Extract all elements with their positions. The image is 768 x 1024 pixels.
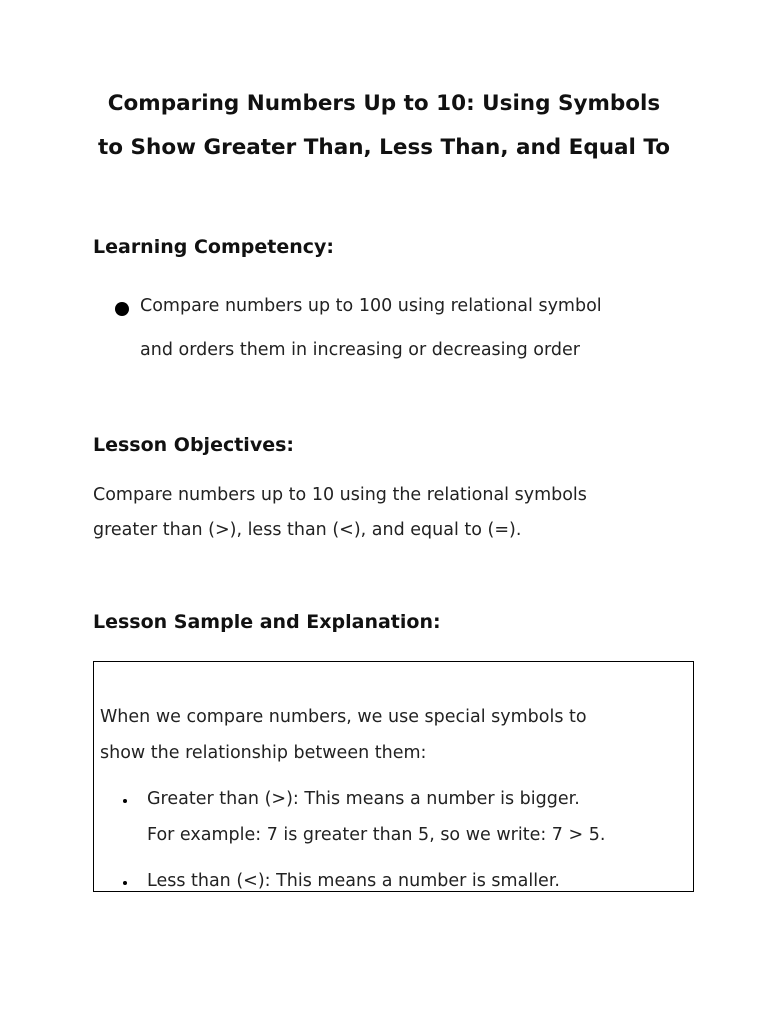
explanation-box	[93, 661, 694, 892]
less-than-line-1: Less than (<): This means a number is smaller.	[147, 871, 560, 891]
intro-line-2: show the relationship between them:	[100, 743, 427, 763]
bullet-icon	[115, 302, 129, 316]
learning-competency-heading: Learning Competency:	[93, 236, 334, 258]
list-bullet-icon	[123, 799, 127, 803]
lesson-sample-heading: Lesson Sample and Explanation:	[93, 611, 441, 633]
greater-than-line-1: Greater than (>): This means a number is bigger.	[147, 789, 580, 809]
title-line-2: to Show Greater Than, Less Than, and Equal To	[98, 135, 670, 160]
objectives-line-2: greater than (>), less than (<), and equal to (=).	[93, 520, 522, 540]
list-bullet-icon	[123, 881, 127, 885]
objectives-line-1: Compare numbers up to 10 using the relational symbols	[93, 485, 587, 505]
competency-bullet-line-2: and orders them in increasing or decreasing order	[140, 340, 580, 360]
intro-line-1: When we compare numbers, we use special symbols to	[100, 707, 587, 727]
greater-than-line-2: For example: 7 is greater than 5, so we write: 7 > 5.	[147, 825, 606, 845]
title-line-1: Comparing Numbers Up to 10: Using Symbols	[107, 91, 661, 116]
page-title	[60, 82, 708, 170]
competency-bullet-line-1: Compare numbers up to 100 using relational symbol	[140, 296, 602, 316]
lesson-objectives-heading: Lesson Objectives:	[93, 434, 294, 456]
